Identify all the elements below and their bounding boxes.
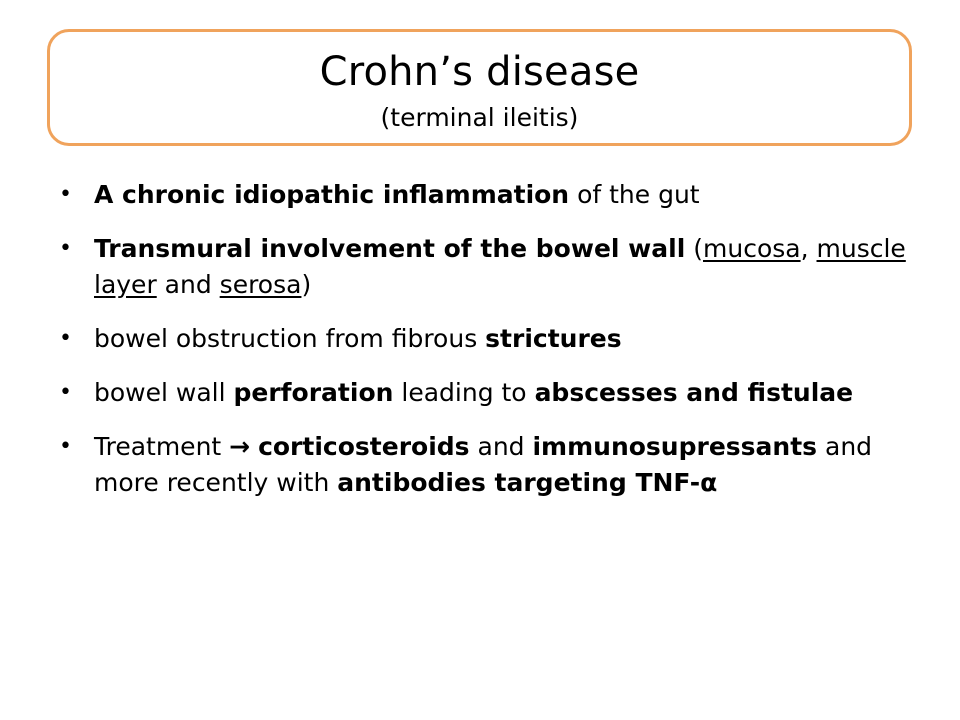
bullet-text: , <box>800 234 817 263</box>
bullet-text: and <box>469 432 533 461</box>
title-box <box>47 29 912 146</box>
slide-subtitle: (terminal ileitis) <box>380 103 579 132</box>
slide-title: Crohn’s disease <box>319 49 640 95</box>
bullet-dot-icon: • <box>59 236 72 261</box>
bullet-bold-text: abscesses and fistulae <box>534 378 854 407</box>
bullet-text: ) <box>301 270 312 299</box>
bullet-dot-icon: • <box>59 380 72 405</box>
bullet-text: and more recently with <box>94 432 873 497</box>
bullet-bold-text: A chronic idiopathic inflammation <box>94 180 570 209</box>
bullet-item <box>59 231 909 303</box>
bullet-underlined-text: serosa <box>219 270 302 299</box>
bullet-dot-icon: • <box>59 434 72 459</box>
bullet-text: of the gut <box>569 180 700 209</box>
bullet-underlined-text: mucosa <box>703 234 801 263</box>
bullet-text <box>250 432 258 461</box>
bullet-item <box>59 375 909 411</box>
bullet-text: leading to <box>393 378 535 407</box>
bullet-dot-icon: • <box>59 326 72 351</box>
bullet-text: bowel obstruction from fibrous <box>94 324 486 353</box>
bullet-item <box>59 177 909 213</box>
bullet-bold-text: antibodies targeting TNF-α <box>337 468 718 497</box>
bullet-text: and <box>156 270 220 299</box>
bullet-bold-text: perforation <box>233 378 394 407</box>
bullet-list <box>59 177 909 519</box>
bullet-bold-text: strictures <box>485 324 622 353</box>
bullet-text: Treatment <box>94 432 230 461</box>
bullet-bold-text: Transmural involvement of the bowel wall <box>94 234 686 263</box>
bullet-bold-text: corticosteroids <box>258 432 470 461</box>
bullet-item <box>59 321 909 357</box>
bullet-item <box>59 429 909 501</box>
bullet-underlined-text: muscle layer <box>94 234 906 299</box>
arrow-right-icon: → <box>229 432 251 461</box>
bullet-text: ( <box>685 234 703 263</box>
bullet-text: bowel wall <box>94 378 234 407</box>
bullet-bold-text: immunosupressants <box>532 432 818 461</box>
bullet-dot-icon: • <box>59 182 72 207</box>
